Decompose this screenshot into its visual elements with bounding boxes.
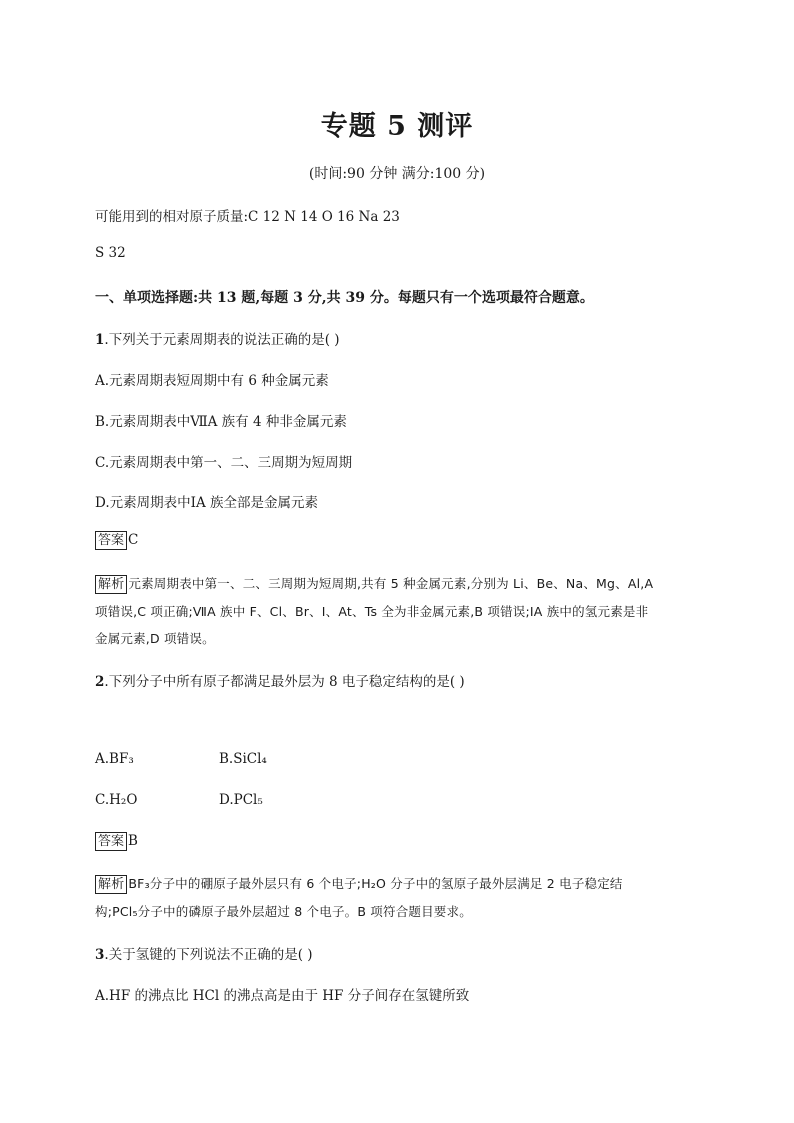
explanation-text: BF₃分子中的硼原子最外层只有 6 个电子;H₂O 分子中的氢原子最外层满足 2 电子稳定结 xyxy=(128,876,623,891)
q2-explanation-line-2: 构;PCl₅分子中的磷原子最外层超过 8 个电子。B 项符合题目要求。 xyxy=(95,904,472,919)
q3-option-a: A.HF 的沸点比 HCl 的沸点高是由于 HF 分子间存在氢键所致 xyxy=(95,988,470,1004)
q2-option-a: A.BF₃ xyxy=(95,751,134,767)
section-heading: 一、单项选择题:共 13 题,每题 3 分,共 39 分。每题只有一个选项最符合题意。 xyxy=(95,290,594,306)
answer-value: C xyxy=(128,532,139,548)
q1-answer xyxy=(95,531,138,550)
atomic-mass-line-2: S 32 xyxy=(95,245,126,261)
question-text: .关于氢键的下列说法不正确的是( ) xyxy=(104,947,313,963)
answer-value: B xyxy=(128,833,138,849)
explanation-tag: 解析 xyxy=(95,875,127,894)
q2-answer xyxy=(95,832,138,851)
question-2-stem xyxy=(95,670,465,690)
answer-tag: 答案 xyxy=(95,832,127,851)
q1-option-a: A.元素周期表短周期中有 6 种金属元素 xyxy=(95,373,329,389)
q2-option-b: B.SiCl₄ xyxy=(219,751,267,767)
q2-explanation-line-1 xyxy=(95,874,623,894)
answer-tag: 答案 xyxy=(95,531,127,550)
atomic-mass-line-1: 可能用到的相对原子质量:C 12 N 14 O 16 Na 23 xyxy=(95,209,400,225)
page-title: 专题 5 测评 xyxy=(320,111,474,142)
q1-option-b: B.元素周期表中ⅦA 族有 4 种非金属元素 xyxy=(95,414,347,430)
q1-explanation-line-2: 项错误,C 项正确;ⅦA 族中 F、Cl、Br、I、At、Ts 全为非金属元素,B 项错误;ⅠA 族中的氢元素是非 xyxy=(95,604,649,619)
q2-option-c: C.H₂O xyxy=(95,792,138,808)
question-text: .下列分子中所有原子都满足最外层为 8 电子稳定结构的是( ) xyxy=(104,674,465,690)
explanation-tag: 解析 xyxy=(95,575,127,594)
question-number: 1 xyxy=(95,332,105,348)
exam-info: (时间:90 分钟 满分:100 分) xyxy=(308,166,486,182)
question-number: 3 xyxy=(95,947,105,963)
explanation-text: 元素周期表中第一、二、三周期为短周期,共有 5 种金属元素,分别为 Li、Be、Na、Mg、Al,A xyxy=(128,576,654,591)
question-1-stem xyxy=(95,328,340,348)
q1-option-c: C.元素周期表中第一、二、三周期为短周期 xyxy=(95,455,353,471)
question-3-stem xyxy=(95,943,313,963)
q1-explanation-line-1 xyxy=(95,574,653,594)
q2-option-d: D.PCl₅ xyxy=(219,792,263,808)
question-number: 2 xyxy=(95,674,105,690)
question-text: .下列关于元素周期表的说法正确的是( ) xyxy=(104,332,340,348)
q1-option-d: D.元素周期表中ⅠA 族全部是金属元素 xyxy=(95,495,319,511)
q1-explanation-line-3: 金属元素,D 项错误。 xyxy=(95,631,215,646)
